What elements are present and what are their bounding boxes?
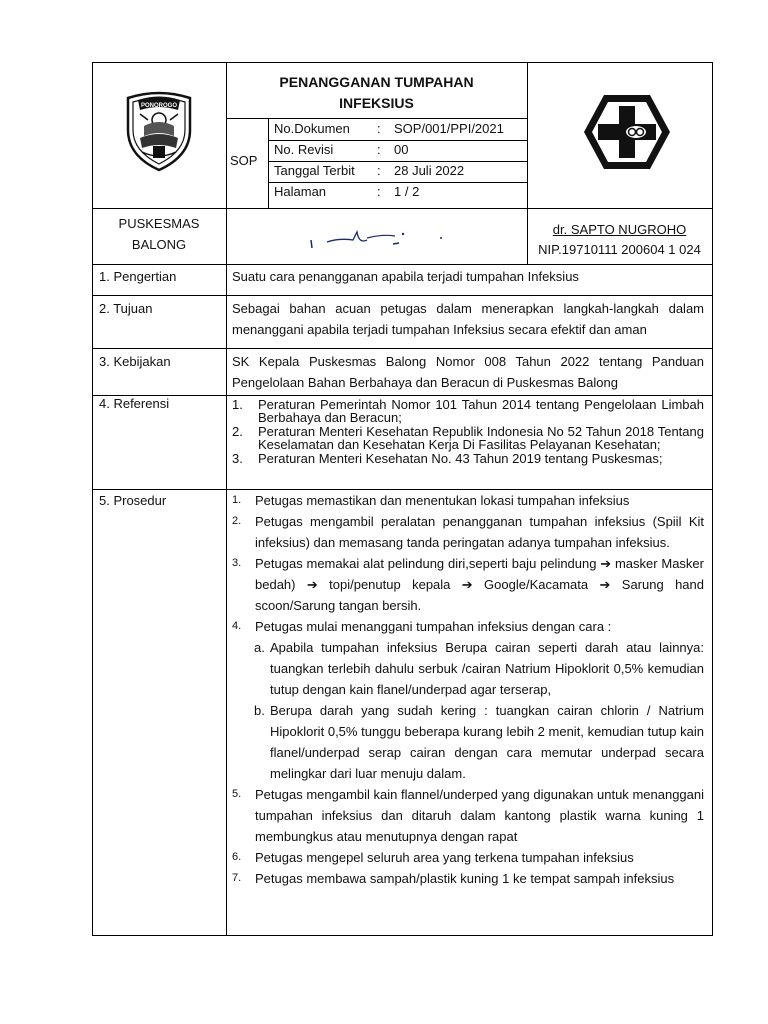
list-item bbox=[232, 398, 704, 424]
meta-value: 00 bbox=[394, 142, 409, 157]
item-number: 7. bbox=[232, 872, 242, 884]
sub-list-item bbox=[232, 700, 704, 784]
ponorogo-emblem bbox=[120, 90, 198, 172]
section-label-prosedur: 5. Prosedur bbox=[99, 493, 167, 508]
table-border-top bbox=[92, 62, 713, 63]
document-title bbox=[226, 72, 527, 114]
list-item bbox=[232, 868, 704, 889]
item-text: Petugas mengepel seluruh area yang terkena tumpahan infeksius bbox=[255, 850, 634, 865]
section-label-pengertian: 1. Pengertian bbox=[99, 269, 177, 284]
section-label-referensi: 4. Referensi bbox=[99, 396, 170, 411]
meta-label: Tanggal Terbit bbox=[274, 163, 355, 178]
meta-sep: : bbox=[377, 184, 381, 199]
item-number: 6. bbox=[232, 851, 242, 863]
item-text: Petugas membawa sampah/plastik kuning 1 ke tempat sampah infeksius bbox=[255, 871, 675, 886]
item-text: Berupa darah yang sudah kering : tuangkan cairan chlorin / Natrium Hipoklorit 0,5% tunggu beberapa kurang lebih 2 menit, kemudian tutup kain flanel/underpad serap cairan dengan cara memutar underpad secara melingkar dari luar menuju dalam. bbox=[270, 703, 704, 781]
meta-value: SOP/001/PPI/2021 bbox=[394, 121, 504, 136]
section-text-kebijakan: SK Kepala Puskesmas Balong Nomor 008 Tahun 2022 tentang Panduan Pengelolaan Bahan Berbahaya dan Beracun di Puskesmas Balong bbox=[232, 354, 704, 390]
list-item bbox=[232, 637, 704, 784]
list-item bbox=[232, 784, 704, 847]
sub-list-item bbox=[232, 637, 704, 700]
item-number: 2. bbox=[232, 424, 243, 439]
signature-divider bbox=[92, 264, 713, 265]
list-item bbox=[232, 553, 704, 616]
title-divider bbox=[226, 118, 527, 119]
title-line-1: PENANGGANAN TUMPAHAN bbox=[279, 74, 474, 90]
meta-row-divider bbox=[268, 140, 527, 141]
signature bbox=[305, 222, 455, 252]
item-number: 3. bbox=[232, 557, 242, 569]
item-text: Apabila tumpahan infeksius Berupa cairan seperti darah atau lainnya: tuangkan terlebih dahulu serbuk /cairan Natrium Hipoklorit 0,5% kemudian tutup dengan kain flanel/underpad agar terserap, bbox=[270, 640, 704, 697]
meta-row-divider bbox=[268, 182, 527, 183]
puskesmas-logo bbox=[582, 92, 672, 172]
label-column-divider bbox=[226, 62, 227, 936]
referensi-list bbox=[232, 398, 704, 465]
sop-label: SOP bbox=[230, 153, 258, 168]
meta-label: No.Dokumen bbox=[274, 121, 350, 136]
item-text: Petugas mengambil kain flannel/underped yang digunakan untuk menanggani tumpahan infeksius dan ditaruh dalam kantong plastik warna kuning 1 membungkus atau menutupnya dengan rapat bbox=[255, 787, 704, 844]
list-item bbox=[232, 425, 704, 451]
prosedur-list bbox=[232, 490, 704, 889]
meta-sep: : bbox=[377, 163, 381, 178]
table-border-left bbox=[92, 62, 93, 936]
item-number: 1. bbox=[232, 397, 243, 412]
meta-sep: : bbox=[377, 142, 381, 157]
item-text: Petugas memakai alat pelindung diri,seperti baju pelindung ➔ masker Masker bedah) ➔ topi/penutup kepala ➔ Google/Kacamata ➔ Sarung hand scoon/Sarung tangan bersih. bbox=[255, 556, 704, 613]
list-item bbox=[232, 452, 704, 465]
item-number: 5. bbox=[232, 788, 242, 800]
signer-nip: NIP.19710111 200604 1 024 bbox=[538, 242, 701, 257]
signer-name: dr. SAPTO NUGROHO bbox=[552, 222, 687, 237]
section-label-tujuan: 2. Tujuan bbox=[99, 301, 153, 316]
section-label-kebijakan: 3. Kebijakan bbox=[99, 354, 171, 369]
item-number: 2. bbox=[232, 515, 242, 527]
list-item bbox=[232, 490, 704, 511]
item-number: 1. bbox=[232, 494, 242, 506]
item-letter: b. bbox=[254, 703, 265, 718]
item-text: Petugas mengambil peralatan penangganan tumpahan infeksius (Spiil Kit infeksius) dan memasang tanda peringatan adanya tumpahan infeksius. bbox=[255, 514, 704, 550]
list-item bbox=[232, 511, 704, 553]
table-border-bottom bbox=[92, 935, 713, 936]
section-text-tujuan: Sebagai bahan acuan petugas dalam menerapkan langkah-langkah dalam menanggani apabila terjadi tumpahan Infeksius secara efektif dan aman bbox=[232, 301, 704, 337]
meta-label: Halaman bbox=[274, 184, 327, 199]
meta-value: 28 Juli 2022 bbox=[394, 163, 465, 178]
section-divider bbox=[92, 395, 713, 396]
sub-list bbox=[232, 637, 704, 784]
section-divider bbox=[92, 295, 713, 296]
svg-text:PONOROGO: PONOROGO bbox=[140, 103, 178, 109]
item-number: 3. bbox=[232, 451, 243, 466]
header-divider bbox=[92, 208, 713, 209]
org-name-line-2: BALONG bbox=[131, 237, 187, 252]
item-text: Peraturan Pemerintah Nomor 101 Tahun 2014 tentang Pengelolaan Limbah Berbahaya dan Beracun; bbox=[258, 397, 704, 425]
meta-label: No. Revisi bbox=[274, 142, 334, 157]
title-line-2: INFEKSIUS bbox=[339, 95, 414, 111]
meta-value: 1 / 2 bbox=[394, 184, 420, 199]
item-text: Peraturan Menteri Kesehatan No. 43 Tahun 2019 tentang Puskesmas; bbox=[258, 451, 663, 466]
sop-column-divider bbox=[268, 118, 269, 208]
item-text: Petugas memastikan dan menentukan lokasi tumpahan infeksius bbox=[255, 493, 630, 508]
item-number: 4. bbox=[232, 620, 242, 632]
meta-row-divider bbox=[268, 161, 527, 162]
section-text-pengertian: Suatu cara penangganan apabila terjadi tumpahan Infeksius bbox=[232, 269, 579, 284]
item-text: Petugas mulai menanggani tumpahan infeksius dengan cara : bbox=[255, 619, 612, 634]
meta-sep: : bbox=[377, 121, 381, 136]
list-item bbox=[232, 847, 704, 868]
table-border-right bbox=[712, 62, 713, 936]
item-text: Peraturan Menteri Kesehatan Republik Indonesia No 52 Tahun 2018 Tentang Keselamatan dan Kesehatan Kerja Di Fasilitas Pelayanan Kesehatan; bbox=[258, 424, 704, 452]
section-divider bbox=[92, 348, 713, 349]
org-name-line-1: PUSKESMAS bbox=[118, 216, 200, 231]
item-letter: a. bbox=[254, 640, 265, 655]
list-item bbox=[232, 616, 704, 637]
